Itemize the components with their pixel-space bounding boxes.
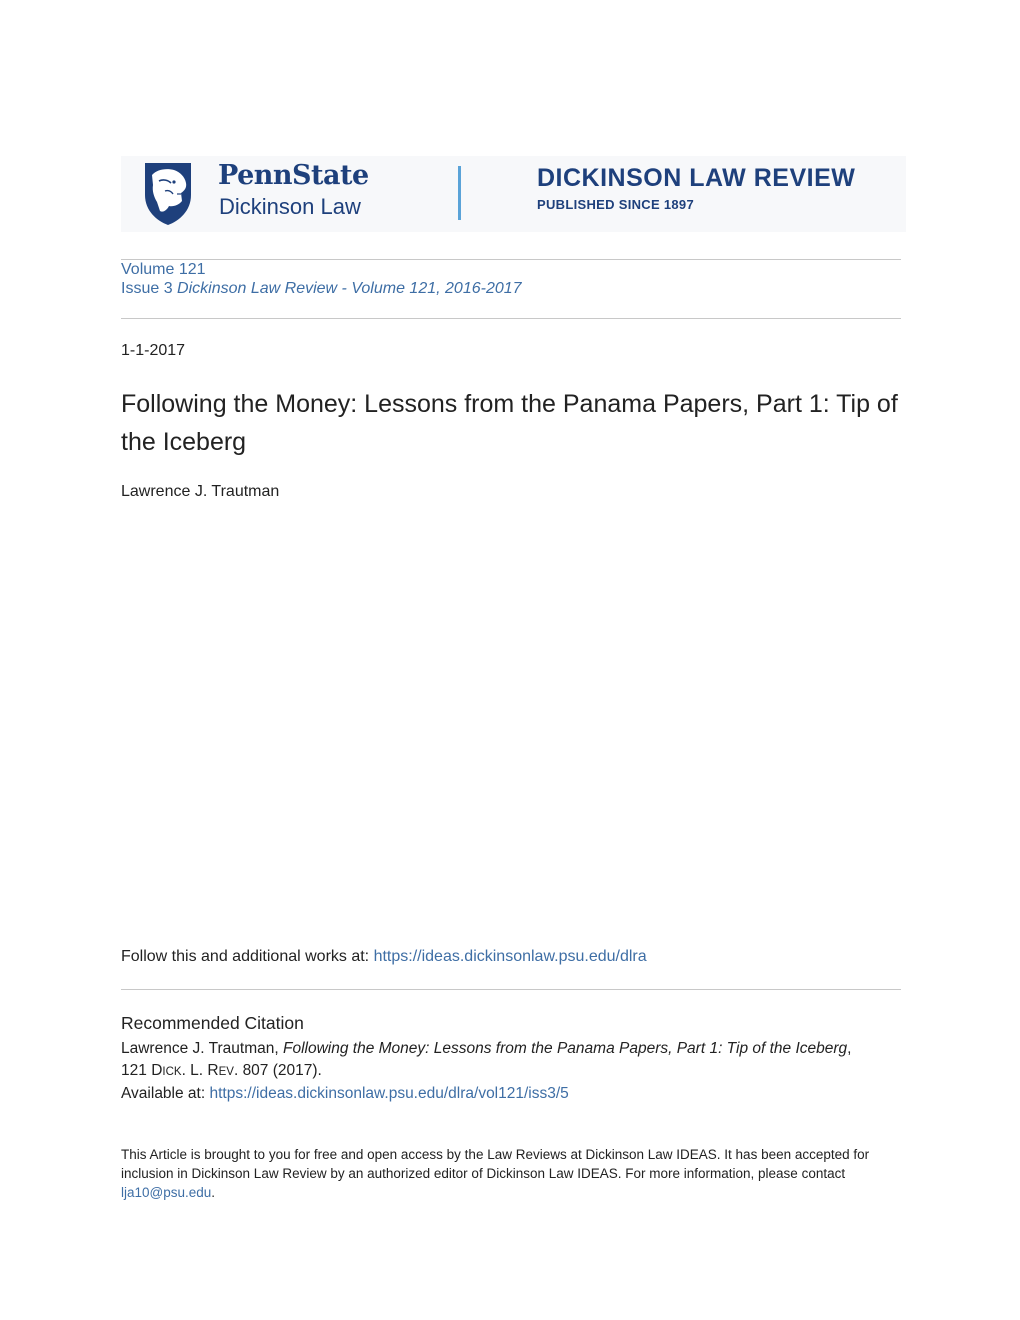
- available-label: Available at:: [121, 1085, 206, 1102]
- divider: [121, 989, 901, 990]
- pennstate-wordmark: PennState: [218, 160, 369, 191]
- contact-email-link[interactable]: lja10@psu.edu: [121, 1185, 212, 1200]
- dickinson-law-wordmark: Dickinson Law: [219, 194, 361, 219]
- citation-author: Lawrence J. Trautman,: [121, 1040, 279, 1057]
- volume-link[interactable]: Volume 121: [121, 261, 206, 278]
- divider: [121, 259, 901, 260]
- article-title: Following the Money: Lessons from the Panama Papers, Part 1: Tip of the Iceberg: [121, 390, 898, 456]
- citation-volume: 121: [121, 1062, 147, 1079]
- volume-info: [121, 261, 901, 298]
- publication-date: 1-1-2017: [121, 342, 186, 359]
- footer-text: This Article is brought to you for free and open access by the Law Reviews at Dickinson Law IDEAS. It has been accepted for inclusion in Dickinson Law Review by an authorized editor of Dickinson Law IDEAS. For more information, please contact: [121, 1147, 870, 1181]
- article-author: Lawrence J. Trautman: [121, 483, 280, 500]
- banner-divider: [458, 166, 461, 220]
- citation-body: Lawrence J. Trautman, Following the Money: Lessons from the Panama Papers, Part 1: Tip of the Iceberg, 121 DICK. L. REV. 807 (2017). Available at: https://ideas.dickinsonlaw.psu.edu/dlra/vol121/iss3/5: [121, 1040, 852, 1102]
- follow-text: Follow this and additional works at:: [121, 948, 370, 965]
- header-banner: [121, 156, 906, 232]
- follow-line: [121, 948, 647, 966]
- law-review-since: PUBLISHED SINCE 1897: [537, 197, 694, 212]
- citation-heading: Recommended Citation: [121, 1013, 304, 1033]
- follow-link[interactable]: https://ideas.dickinsonlaw.psu.edu/dlra: [373, 948, 647, 965]
- law-review-title: DICKINSON LAW REVIEW: [537, 164, 856, 192]
- footer-note: This Article is brought to you for free and open access by the Law Reviews at Dickinson Law IDEAS. It has been accepted for inclusion in Dickinson Law Review by an authorized editor of Dickinson Law IDEAS. For more information, please contact lja10@psu.edu.: [121, 1147, 870, 1200]
- citation-title: Following the Money: Lessons from the Panama Papers, Part 1: Tip of the Iceberg: [282, 1040, 848, 1057]
- series-link[interactable]: Dickinson Law Review - Volume 121, 2016-2017: [177, 279, 522, 297]
- citation-link[interactable]: https://ideas.dickinsonlaw.psu.edu/dlra/vol121/iss3/5: [209, 1085, 569, 1102]
- issue-link[interactable]: Issue 3: [121, 279, 173, 297]
- divider: [121, 318, 901, 319]
- nittany-lion-shield-icon: [143, 161, 193, 227]
